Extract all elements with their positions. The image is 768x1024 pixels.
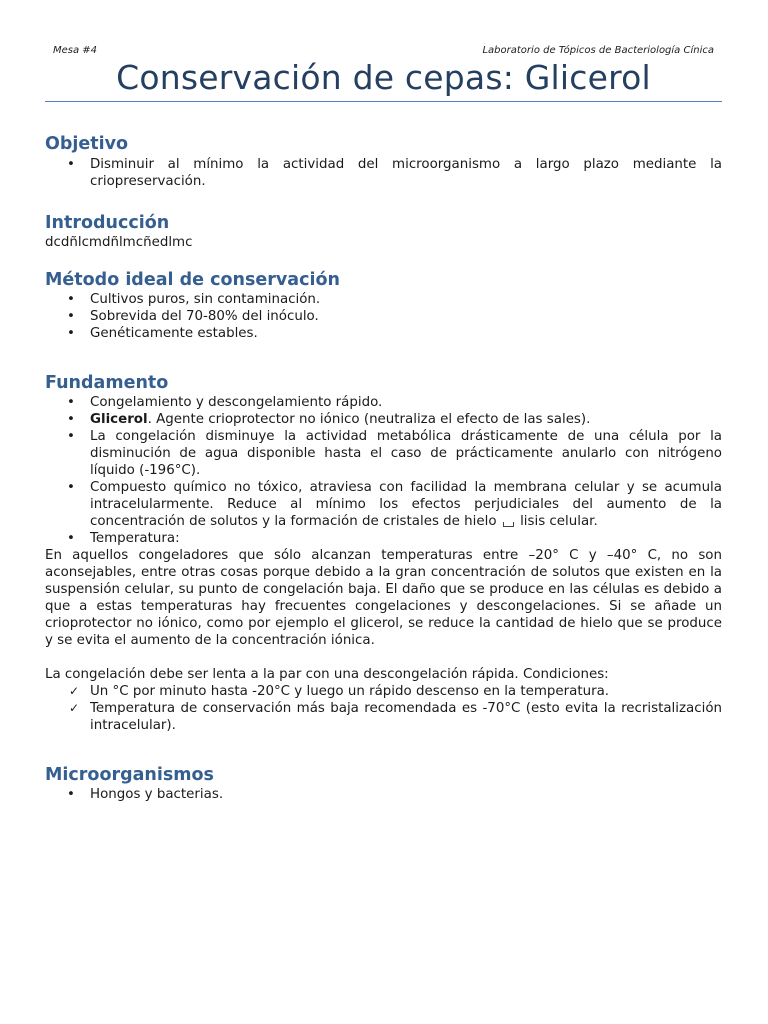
placeholder-mark — [503, 522, 514, 527]
header-course-name: Laboratorio de Tópicos de Bacteriología Cínica — [482, 45, 714, 56]
list-item-text: Compuesto químico no tóxico, atraviesa con facilidad la membrana celular y se acumula intracelularmente. Reduce al mínimo los efectos perjudiciales del aumento de la concentración de solutos y la formación de cristales de hielo — [90, 480, 722, 529]
heading-objetivo: Objetivo — [45, 134, 129, 154]
page-header — [53, 45, 714, 59]
list-item: • Disminuir al mínimo la actividad del microorganismo a largo plazo mediante la criopreservación. — [45, 156, 722, 190]
intro-text: dcdñlcmdñlmcñedlmc — [45, 235, 193, 250]
list-item-text: . Agente crioprotector no iónico (neutraliza el efecto de las sales). — [147, 412, 591, 427]
checklist-item: ✓ Temperatura de conservación más baja recomendada es -70°C (esto evita la recristalización intracelular). — [45, 700, 722, 734]
list-condiciones — [45, 683, 722, 734]
header-table-number: Mesa #4 — [53, 45, 98, 56]
list-item-text: lisis celular. — [520, 514, 598, 529]
temperatura-paragraph: En aquellos congeladores que sólo alcanzan temperaturas entre –20° C y –40° C, no son aconsejables, entre otras cosas porque debido a la gran concentración de solutos que existen en la suspensión celular, su punto de congelación baja. El daño que se produce en las células es debido a que a estas temperaturas hay frecuentes congelaciones y descongelaciones. Si se añade un crioprotector no iónico, como por ejemplo el glicerol, se reduce la cantidad de hielo que se produce y se evita el aumento de la concentración iónica. — [45, 548, 722, 648]
list-fundamento — [45, 394, 722, 547]
list-objetivo — [45, 156, 722, 190]
page-title: Conservación de cepas: Glicerol — [116, 58, 651, 97]
heading-introduccion: Introducción — [45, 213, 170, 233]
list-item: • Temperatura: — [45, 530, 722, 547]
list-metodo — [45, 291, 722, 342]
bold-term-glicerol: Glicerol — [90, 412, 148, 427]
list-item — [45, 411, 722, 428]
list-item: • Genéticamente estables. — [45, 325, 722, 342]
title-divider — [45, 101, 722, 102]
list-item: • La congelación disminuye la actividad metabólica drásticamente de una célula por la disminución de agua disponible hasta el caso de prácticamente anularlo con nitrógeno líquido (-196°C). — [45, 428, 722, 479]
list-item: • Sobrevida del 70-80% del inóculo. — [45, 308, 722, 325]
list-item: • Congelamiento y descongelamiento rápido. — [45, 394, 722, 411]
checklist-item: ✓ Un °C por minuto hasta -20°C y luego un rápido descenso en la temperatura. — [45, 683, 722, 700]
heading-fundamento: Fundamento — [45, 373, 169, 393]
heading-metodo: Método ideal de conservación — [45, 270, 340, 290]
document-body — [45, 133, 722, 803]
condiciones-paragraph: La congelación debe ser lenta a la par con una descongelación rápida. Condiciones: — [45, 667, 609, 682]
heading-microorganismos: Microorganismos — [45, 765, 214, 785]
list-item: • Hongos y bacterias. — [45, 786, 722, 803]
list-microorganismos — [45, 786, 722, 803]
list-item — [45, 479, 722, 530]
list-item: • Cultivos puros, sin contaminación. — [45, 291, 722, 308]
